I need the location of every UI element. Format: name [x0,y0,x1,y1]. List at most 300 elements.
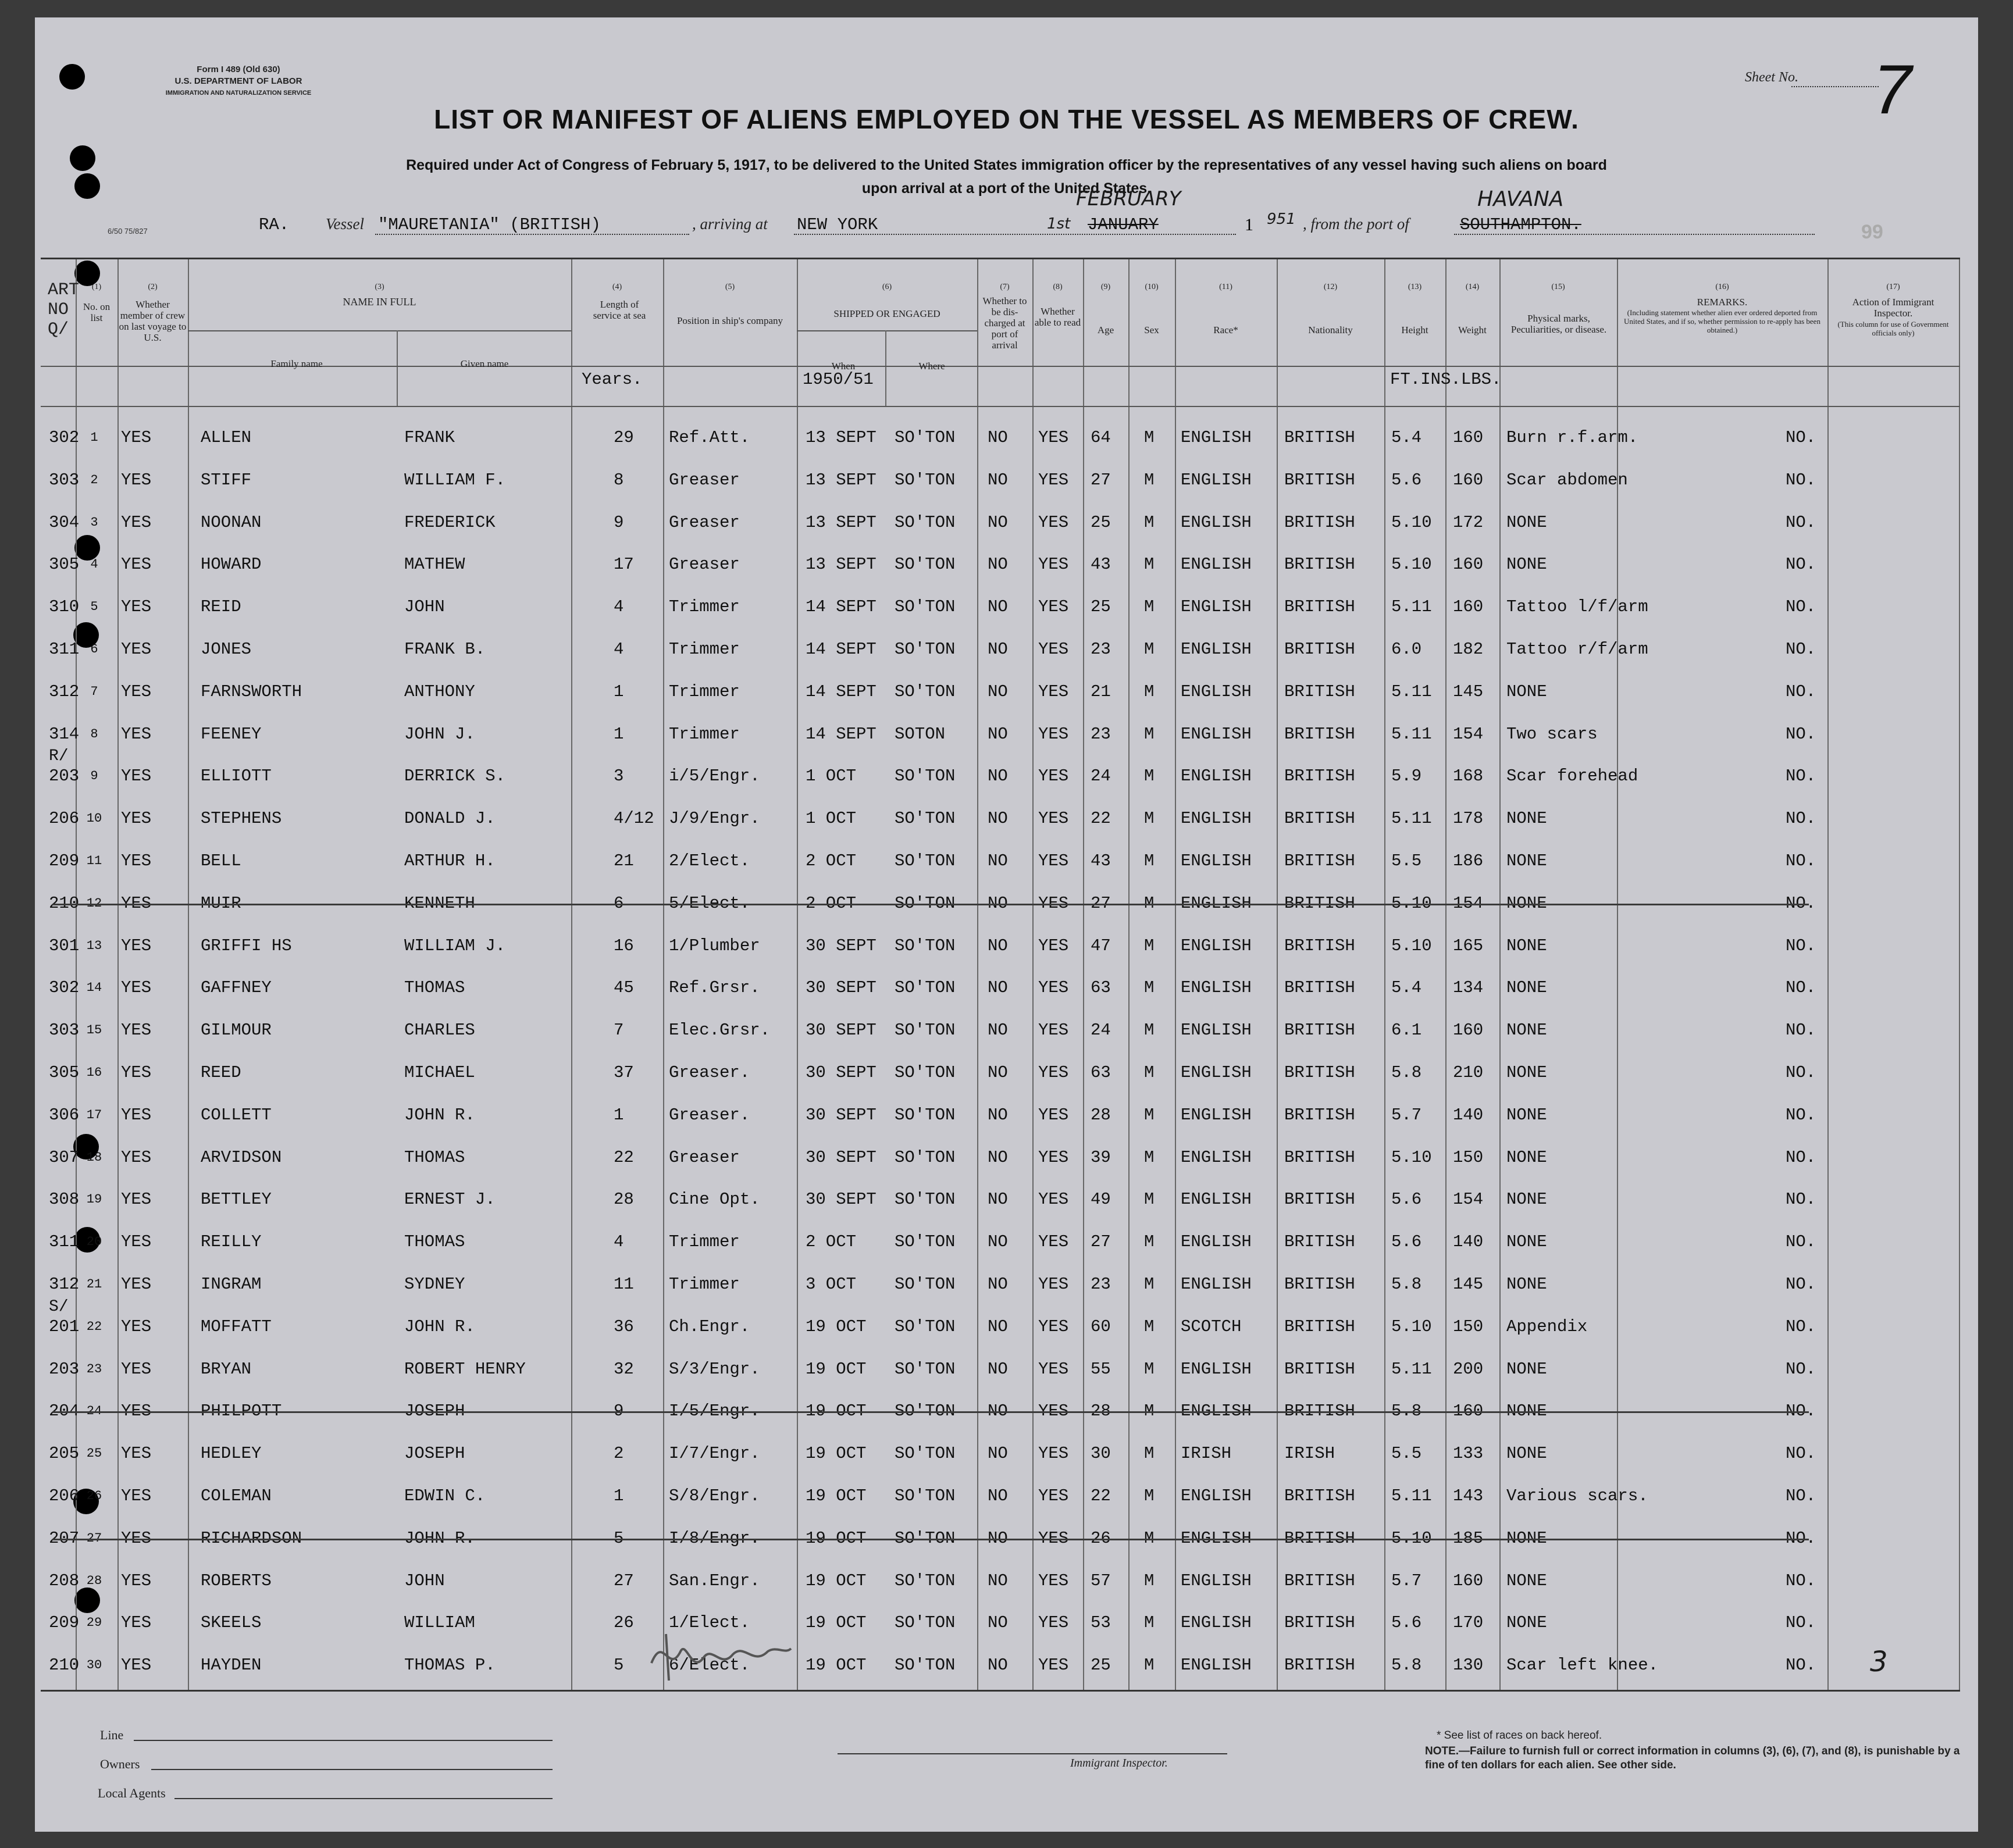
cell-wt: 140 [1453,1232,1484,1252]
cell-wt: 168 [1453,766,1484,786]
cell-given: JOHN R. [404,1105,475,1125]
cell-art: 312 [49,682,80,701]
cell-race: ENGLISH [1181,978,1252,998]
cell-disch: NO [988,1190,1008,1210]
cell-race: ENGLISH [1181,1359,1252,1379]
cell-read: YES [1038,512,1069,532]
cell-ht: 5.5 [1391,851,1422,871]
cell-given: THOMAS P. [404,1656,496,1675]
cell-wt: 210 [1453,1063,1484,1082]
header-position: Position in ship's company [676,315,783,326]
cell-nat: BRITISH [1284,724,1355,744]
cell-prev: YES [121,555,152,575]
cell-action: NO. [1786,978,1816,998]
cell-wt: 160 [1453,1571,1484,1590]
cell-family: REILLY [201,1232,262,1252]
cell-nat: BRITISH [1284,428,1355,447]
cell-nat: BRITISH [1284,936,1355,955]
cell-where: SO'TON [895,470,956,490]
cell-position: I/7/Engr. [669,1444,760,1464]
cell-sex: M [1144,597,1155,617]
cell-no: 15 [86,1023,102,1038]
punch-hole [59,64,85,90]
cell-nat: BRITISH [1284,1613,1355,1633]
cell-age: 28 [1091,1401,1111,1421]
cell-marks: Tattoo r/f/arm [1506,640,1648,659]
cell-read: YES [1038,1528,1069,1548]
cell-sex: M [1144,1232,1155,1252]
cell-ht: 5.10 [1391,1317,1432,1336]
cell-race: ENGLISH [1181,470,1252,490]
cell-no: 2 [90,472,98,487]
cell-read: YES [1038,1401,1069,1421]
cell-nat: BRITISH [1284,809,1355,829]
cell-nat: BRITISH [1284,1528,1355,1548]
cell-action: NO. [1786,428,1816,447]
cell-disch: NO [988,1528,1008,1548]
header-action-note: (This column for use of Government officials only) [1837,320,1949,337]
cell-given: DONALD J. [404,809,496,829]
cell-given: MATHEW [404,555,465,575]
cell-nat: BRITISH [1284,1401,1355,1421]
cell-art: 302 [49,428,80,447]
table-row [41,978,1960,1019]
cell-position: i/5/Engr. [669,766,760,786]
cell-age: 27 [1091,893,1111,913]
cell-marks: NONE [1506,1232,1547,1252]
cell-marks: Scar forehead [1506,766,1638,786]
cell-family: JONES [201,640,252,659]
cell-age: 63 [1091,978,1111,998]
cell-wt: 178 [1453,809,1484,829]
cell-wt: 160 [1453,470,1484,490]
cell-family: FEENEY [201,724,262,744]
cell-given: FRANK [404,428,455,447]
cell-race: ENGLISH [1181,1571,1252,1590]
cell-disch: NO [988,1232,1008,1252]
cell-read: YES [1038,597,1069,617]
cell-disch: NO [988,936,1008,955]
cell-age: 27 [1091,470,1111,490]
cell-no: 16 [86,1065,102,1080]
cell-art: 208 [49,1571,80,1590]
cell-age: 27 [1091,1232,1111,1252]
cell-service: 32 [614,1359,634,1379]
tally-mark: 3 [1870,1646,1888,1678]
cell-where: SO'TON [895,1190,956,1210]
cell-where: SO'TON [895,893,956,913]
table-row [41,597,1960,638]
cell-nat: BRITISH [1284,1486,1355,1505]
cell-disch: NO [988,1021,1008,1040]
cell-age: 64 [1091,428,1111,447]
local-agents-label: Local Agents [98,1786,166,1800]
cell-ht: 5.8 [1391,1656,1422,1675]
cell-no: 22 [86,1319,102,1334]
cell-marks: Various scars. [1506,1486,1648,1505]
cell-where: SO'TON [895,936,956,955]
local-agents-field[interactable] [174,1798,553,1799]
cell-when: 14 SEPT [806,597,877,617]
cell-given: FREDERICK [404,512,496,532]
cell-nat: BRITISH [1284,1147,1355,1167]
cell-wt: 145 [1453,682,1484,701]
col-num-1: (1) [91,283,102,291]
cell-sex: M [1144,1063,1155,1082]
table-row [41,1401,1960,1442]
cell-prev: YES [121,1571,152,1590]
table-row [41,513,1960,554]
col-num-11: (11) [1219,283,1232,291]
arrival-underline [794,234,1236,235]
cell-where: SO'TON [895,1528,956,1548]
line-field[interactable] [134,1740,553,1741]
cell-read: YES [1038,893,1069,913]
cell-wt: 186 [1453,851,1484,871]
cell-art: 306 [49,1105,80,1125]
cell-given: JOSEPH [404,1401,465,1421]
cell-given: KENNETH [404,893,475,913]
cell-service: 4/12 [614,809,654,829]
cell-action: NO. [1786,597,1816,617]
cell-service: 28 [614,1190,634,1210]
cell-prev: YES [121,978,152,998]
cell-when: 30 SEPT [806,978,877,998]
table-row [41,1571,1960,1612]
cell-nat: BRITISH [1284,1571,1355,1590]
cell-sex: M [1144,1486,1155,1505]
cell-ht: 5.6 [1391,1190,1422,1210]
cell-action: NO. [1786,1275,1816,1294]
cell-service: 17 [614,555,634,575]
inspector-signature-line[interactable] [838,1753,1227,1754]
cell-art: 314 [49,724,80,744]
cell-art: 201 [49,1317,80,1336]
cell-race: ENGLISH [1181,1063,1252,1082]
cell-race: ENGLISH [1181,1232,1252,1252]
cell-read: YES [1038,724,1069,744]
cell-service: 36 [614,1317,634,1336]
cell-ht: 5.10 [1391,512,1432,532]
cell-where: SO'TON [895,1105,956,1125]
cell-when: 2 OCT [806,851,857,871]
cell-when: 30 SEPT [806,1190,877,1210]
cell-race: ENGLISH [1181,512,1252,532]
cell-family: COLLETT [201,1105,272,1125]
cell-sex: M [1144,1021,1155,1040]
cell-disch: NO [988,512,1008,532]
cell-when: 1 OCT [806,809,857,829]
cell-where: SO'TON [895,1063,956,1082]
cell-when: 14 SEPT [806,640,877,659]
cell-art: 210 [49,1656,80,1675]
crew-table [41,258,1960,1692]
cell-ht: 5.6 [1391,1232,1422,1252]
table-row [41,640,1960,680]
cell-race: ENGLISH [1181,851,1252,871]
cell-prev: YES [121,1105,152,1125]
cell-family: SKEELS [201,1613,262,1633]
cell-service: 4 [614,640,624,659]
cell-nat: BRITISH [1284,1359,1355,1379]
header-age: Age [1097,324,1114,336]
owners-field[interactable] [151,1769,553,1770]
cell-prev: YES [121,1486,152,1505]
cell-wt: 133 [1453,1444,1484,1464]
table-row [41,851,1960,892]
cell-read: YES [1038,428,1069,447]
cell-race: ENGLISH [1181,1105,1252,1125]
cell-wt: 154 [1453,893,1484,913]
cell-wt: 182 [1453,640,1484,659]
cell-action: NO. [1786,512,1816,532]
form-code: 6/50 75/827 [108,227,148,236]
cell-sex: M [1144,1613,1155,1633]
cell-age: 25 [1091,512,1111,532]
cell-disch: NO [988,1444,1008,1464]
cell-art: 203 [49,766,80,786]
cell-nat: IRISH [1284,1444,1335,1464]
header-action: Action of Immigrant Inspector. [1852,297,1934,319]
cell-sex: M [1144,640,1155,659]
cell-age: 22 [1091,1486,1111,1505]
cell-nat: BRITISH [1284,766,1355,786]
ra-code: RA. [259,215,290,234]
cell-nat: BRITISH [1284,512,1355,532]
arrival-port: NEW YORK [797,215,878,234]
cell-prev: YES [121,766,152,786]
cell-nat: BRITISH [1284,1021,1355,1040]
cell-family: HAYDEN [201,1656,262,1675]
cell-when: 13 SEPT [806,428,877,447]
header-given-name: Given name [460,358,509,369]
fine-note: NOTE.—Failure to furnish full or correct information in columns (3), (6), (7), and (8), is punishable by a fine of ten dollars for each alien. See other side. [1425,1745,1960,1771]
cell-read: YES [1038,1063,1069,1082]
cell-race: ENGLISH [1181,1147,1252,1167]
cell-prev: YES [121,724,152,744]
cell-ht: 5.4 [1391,978,1422,998]
table-row [41,1148,1960,1189]
department-name: U.S. DEPARTMENT OF LABOR [174,76,302,86]
art-no-label: ART NO Q/ [48,280,80,340]
cell-disch: NO [988,1401,1008,1421]
cell-position: Elec.Grsr. [669,1021,771,1040]
cell-race: ENGLISH [1181,1528,1252,1548]
cell-no: 18 [86,1150,102,1165]
cell-wt: 200 [1453,1359,1484,1379]
cell-age: 55 [1091,1359,1111,1379]
cell-prev: YES [121,1147,152,1167]
cell-age: 57 [1091,1571,1111,1590]
cell-race: ENGLISH [1181,1275,1252,1294]
cell-prev: YES [121,1613,152,1633]
cell-when: 19 OCT [806,1571,867,1590]
height-weight-unit: FT.INS.LBS. [1390,370,1502,389]
cell-race: ENGLISH [1181,555,1252,575]
cell-when: 13 SEPT [806,512,877,532]
cell-art: 308 [49,1190,80,1210]
header-physical-marks: Physical marks, Peculiarities, or disease. [1510,313,1607,335]
cell-marks: NONE [1506,851,1547,871]
cell-family: BETTLEY [201,1190,272,1210]
immigrant-inspector-label: Immigrant Inspector. [1070,1757,1168,1769]
cell-given: CHARLES [404,1021,475,1040]
cell-disch: NO [988,682,1008,701]
cell-marks: NONE [1506,809,1547,829]
cell-prev: YES [121,893,152,913]
cell-prev: YES [121,470,152,490]
cell-read: YES [1038,1317,1069,1336]
cell-family: STEPHENS [201,809,282,829]
cell-marks: NONE [1506,936,1547,955]
cell-disch: NO [988,1486,1008,1505]
cell-when: 30 SEPT [806,936,877,955]
cell-disch: NO [988,1317,1008,1336]
cell-read: YES [1038,1190,1069,1210]
departure-port-corrected: HAVANA [1477,187,1564,211]
cell-disch: NO [988,766,1008,786]
cell-art: 206 [49,809,80,829]
cell-ht: 5.11 [1391,1359,1432,1379]
header-discharged: Whether to be dis-charged at port of arrival [982,295,1027,351]
cell-ht: 5.9 [1391,766,1422,786]
cell-action: NO. [1786,1528,1816,1548]
cell-disch: NO [988,1147,1008,1167]
cell-race: ENGLISH [1181,936,1252,955]
cell-position: S/8/Engr. [669,1486,760,1505]
cell-race: ENGLISH [1181,640,1252,659]
cell-when: 30 SEPT [806,1021,877,1040]
cell-no: 28 [86,1573,102,1588]
table-row [41,555,1960,595]
header-where: Where [918,361,945,372]
cell-age: 21 [1091,682,1111,701]
cell-read: YES [1038,1613,1069,1633]
cell-action: NO. [1786,682,1816,701]
cell-sex: M [1144,978,1155,998]
cell-family: GRIFFI HS [201,936,292,955]
cell-when: 2 OCT [806,1232,857,1252]
cell-wt: 154 [1453,1190,1484,1210]
cell-nat: BRITISH [1284,851,1355,871]
table-row [41,428,1960,469]
cell-disch: NO [988,1613,1008,1633]
cell-sex: M [1144,1656,1155,1675]
cell-marks: Appendix [1506,1317,1588,1336]
cell-read: YES [1038,1656,1069,1675]
cell-where: SO'TON [895,1486,956,1505]
cell-sex: M [1144,893,1155,913]
cell-no: 8 [90,726,98,741]
cell-when: 19 OCT [806,1613,867,1633]
cell-sex: M [1144,1528,1155,1548]
col-num-10: (10) [1145,283,1159,291]
cell-family: MOFFATT [201,1317,272,1336]
cell-art: 206 [49,1486,80,1505]
cell-age: 63 [1091,1063,1111,1082]
cell-age: 43 [1091,851,1111,871]
cell-no: 12 [86,896,102,911]
cell-prev: YES [121,512,152,532]
departure-port-struck: SOUTHAMPTON. [1460,215,1581,234]
header-prev-voyage: Whether member of crew on last voyage to U.S. [119,299,187,343]
cell-read: YES [1038,851,1069,871]
cell-ht: 5.7 [1391,1105,1422,1125]
cell-nat: BRITISH [1284,1656,1355,1675]
cell-marks: NONE [1506,1275,1547,1294]
cell-marks: NONE [1506,1571,1547,1590]
cell-no: 27 [86,1531,102,1546]
cell-nat: BRITISH [1284,1063,1355,1082]
cell-family: FARNSWORTH [201,682,302,701]
cell-prev: YES [121,1021,152,1040]
cell-action: NO. [1786,1571,1816,1590]
cell-nat: BRITISH [1284,1275,1355,1294]
cell-wt: 150 [1453,1317,1484,1336]
cell-when: 2 OCT [806,893,857,913]
cell-no: 21 [86,1277,102,1292]
cell-prev: YES [121,1528,152,1548]
header-nationality: Nationality [1308,324,1353,336]
cell-service: 1 [614,1486,624,1505]
cell-nat: BRITISH [1284,597,1355,617]
cell-service: 1 [614,682,624,701]
cell-no: 29 [86,1615,102,1631]
header-name-in-full: NAME IN FULL [343,296,416,308]
cell-action: NO. [1786,1613,1816,1633]
cell-action: NO. [1786,1359,1816,1379]
cell-given: JOHN [404,597,445,617]
cell-where: SO'TON [895,1571,956,1590]
header-remarks-note: (Including statement whether alien ever ordered deported from United States, and if so, whether permission to re-apply has been obtained.) [1624,308,1820,334]
cell-family: ALLEN [201,428,252,447]
subtitle-line-1: Required under Act of Congress of February 5, 1917, to be delivered to the United States immigration officer by the representatives of any vessel having such aliens on board [406,157,1607,173]
cell-where: SO'TON [895,640,956,659]
cell-where: SO'TON [895,978,956,998]
cell-art: 204 [49,1401,80,1421]
cell-nat: BRITISH [1284,893,1355,913]
cell-prev: YES [121,1359,152,1379]
cell-position: Greaser. [669,1063,750,1082]
col-num-14: (14) [1465,283,1480,291]
cell-when: 14 SEPT [806,724,877,744]
header-family-name: Family name [270,358,323,369]
cell-service: 4 [614,597,624,617]
cell-race: ENGLISH [1181,1021,1252,1040]
cell-given: JOHN R. [404,1528,475,1548]
cell-position: 6/Elect. [669,1656,750,1675]
cell-where: SO'TON [895,1232,956,1252]
cell-nat: BRITISH [1284,640,1355,659]
owners-label: Owners [100,1757,140,1771]
cell-family: REID [201,597,241,617]
cell-wt: 160 [1453,555,1484,575]
cell-art: 307 [49,1147,80,1167]
vessel-underline [375,234,689,235]
cell-family: BELL [201,851,241,871]
cell-given: THOMAS [404,1232,465,1252]
table-row [41,1190,1960,1230]
table-row [41,747,1960,807]
cell-service: 11 [614,1275,634,1294]
cell-wt: 143 [1453,1486,1484,1505]
cell-service: 16 [614,936,634,955]
cell-family: ROBERTS [201,1571,272,1590]
cell-ht: 5.8 [1391,1063,1422,1082]
cell-family: GILMOUR [201,1021,272,1040]
cell-ht: 5.7 [1391,1571,1422,1590]
cell-position: Greaser [669,470,740,490]
